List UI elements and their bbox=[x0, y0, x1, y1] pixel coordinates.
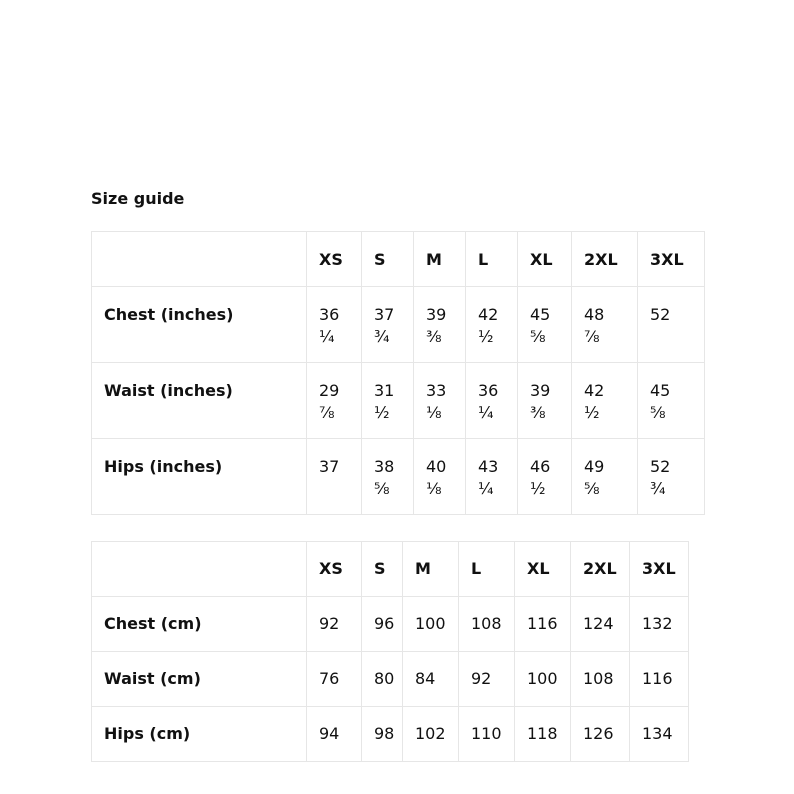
table-cell: 80 bbox=[362, 652, 403, 707]
table-cell bbox=[414, 287, 466, 363]
table-cell: 100 bbox=[403, 597, 459, 652]
value-fraction: ¼ bbox=[478, 403, 494, 422]
table-row-hips-cm bbox=[92, 707, 689, 762]
value-whole: 42 bbox=[478, 305, 499, 324]
table-row-waist-cm bbox=[92, 652, 689, 707]
table-header-row bbox=[92, 542, 689, 597]
table-cell: 134 bbox=[630, 707, 689, 762]
table-cell bbox=[307, 287, 362, 363]
table-cell: 108 bbox=[571, 652, 630, 707]
table-cell bbox=[466, 439, 518, 515]
table-cell: 84 bbox=[403, 652, 459, 707]
value-whole: 40 bbox=[426, 457, 447, 476]
table-row-waist-inches bbox=[92, 363, 705, 439]
table-cell bbox=[307, 363, 362, 439]
table-cell bbox=[638, 287, 705, 363]
header-empty-cell bbox=[92, 542, 307, 597]
value-whole: 38 bbox=[374, 457, 395, 476]
row-label: Chest (cm) bbox=[92, 597, 307, 652]
value-whole: 48 bbox=[584, 305, 605, 324]
table-cell: 92 bbox=[459, 652, 515, 707]
table-cell bbox=[572, 287, 638, 363]
table-cell bbox=[414, 439, 466, 515]
size-header-m: M bbox=[403, 542, 459, 597]
table-cell: 132 bbox=[630, 597, 689, 652]
value-whole: 36 bbox=[319, 305, 340, 324]
row-label: Waist (inches) bbox=[92, 363, 307, 439]
table-cell: 116 bbox=[515, 597, 571, 652]
table-cell bbox=[414, 363, 466, 439]
table-cell: 100 bbox=[515, 652, 571, 707]
size-table-cm bbox=[91, 541, 689, 762]
size-header-xs: XS bbox=[307, 232, 362, 287]
table-header-row bbox=[92, 232, 705, 287]
table-cell: 126 bbox=[571, 707, 630, 762]
size-header-xl: XL bbox=[515, 542, 571, 597]
value-whole: 33 bbox=[426, 381, 447, 400]
row-label: Hips (cm) bbox=[92, 707, 307, 762]
value-whole: 39 bbox=[530, 381, 551, 400]
table-cell bbox=[307, 439, 362, 515]
size-table-inches bbox=[91, 231, 705, 515]
table-cell: 98 bbox=[362, 707, 403, 762]
table-cell bbox=[466, 287, 518, 363]
value-fraction: ½ bbox=[478, 327, 494, 346]
size-header-xs: XS bbox=[307, 542, 362, 597]
page-title: Size guide bbox=[91, 189, 185, 208]
size-header-s: S bbox=[362, 542, 403, 597]
value-fraction: ⅝ bbox=[530, 327, 546, 346]
size-header-l: L bbox=[466, 232, 518, 287]
size-header-2xl: 2XL bbox=[572, 232, 638, 287]
value-whole: 29 bbox=[319, 381, 340, 400]
value-fraction: ¾ bbox=[650, 479, 666, 498]
value-whole: 52 bbox=[650, 457, 671, 476]
value-fraction: ⅛ bbox=[426, 479, 442, 498]
table-cell bbox=[572, 439, 638, 515]
table-cell bbox=[518, 439, 572, 515]
value-whole: 52 bbox=[650, 305, 671, 324]
value-whole: 42 bbox=[584, 381, 605, 400]
size-header-2xl: 2XL bbox=[571, 542, 630, 597]
table-cell bbox=[518, 287, 572, 363]
table-cell: 118 bbox=[515, 707, 571, 762]
value-whole: 45 bbox=[530, 305, 551, 324]
table-row-hips-inches bbox=[92, 439, 705, 515]
value-whole: 43 bbox=[478, 457, 499, 476]
value-fraction: ¾ bbox=[374, 327, 390, 346]
value-fraction: ¼ bbox=[319, 327, 335, 346]
value-whole: 46 bbox=[530, 457, 551, 476]
table-cell bbox=[362, 439, 414, 515]
value-fraction: ⅝ bbox=[584, 479, 600, 498]
table-cell: 94 bbox=[307, 707, 362, 762]
table-cell: 92 bbox=[307, 597, 362, 652]
table-cell bbox=[362, 363, 414, 439]
table-cell: 96 bbox=[362, 597, 403, 652]
value-whole: 49 bbox=[584, 457, 605, 476]
table-cell: 108 bbox=[459, 597, 515, 652]
row-label: Chest (inches) bbox=[92, 287, 307, 363]
table-cell: 116 bbox=[630, 652, 689, 707]
table-cell bbox=[518, 363, 572, 439]
value-whole: 39 bbox=[426, 305, 447, 324]
size-header-s: S bbox=[362, 232, 414, 287]
value-fraction: ⅝ bbox=[650, 403, 666, 422]
value-fraction: ½ bbox=[584, 403, 600, 422]
value-fraction: ¼ bbox=[478, 479, 494, 498]
value-whole: 37 bbox=[374, 305, 395, 324]
value-fraction: ½ bbox=[530, 479, 546, 498]
value-fraction: ⅜ bbox=[530, 403, 546, 422]
table-cell: 76 bbox=[307, 652, 362, 707]
table-cell: 102 bbox=[403, 707, 459, 762]
size-header-xl: XL bbox=[518, 232, 572, 287]
value-whole: 31 bbox=[374, 381, 395, 400]
table-cell bbox=[572, 363, 638, 439]
table-cell bbox=[466, 363, 518, 439]
table-cell: 124 bbox=[571, 597, 630, 652]
table-cell: 110 bbox=[459, 707, 515, 762]
value-fraction: ½ bbox=[374, 403, 390, 422]
value-whole: 36 bbox=[478, 381, 499, 400]
size-header-m: M bbox=[414, 232, 466, 287]
value-whole: 45 bbox=[650, 381, 671, 400]
table-row-chest-cm bbox=[92, 597, 689, 652]
size-header-3xl: 3XL bbox=[638, 232, 705, 287]
table-cell bbox=[638, 439, 705, 515]
size-header-l: L bbox=[459, 542, 515, 597]
header-empty-cell bbox=[92, 232, 307, 287]
table-cell bbox=[362, 287, 414, 363]
value-fraction: ⅞ bbox=[319, 403, 335, 422]
row-label: Waist (cm) bbox=[92, 652, 307, 707]
row-label: Hips (inches) bbox=[92, 439, 307, 515]
value-fraction: ⅝ bbox=[374, 479, 390, 498]
value-fraction: ⅜ bbox=[426, 327, 442, 346]
table-cell bbox=[638, 363, 705, 439]
table-row-chest-inches bbox=[92, 287, 705, 363]
size-header-3xl: 3XL bbox=[630, 542, 689, 597]
value-fraction: ⅞ bbox=[584, 327, 600, 346]
value-whole: 37 bbox=[319, 457, 340, 476]
value-fraction: ⅛ bbox=[426, 403, 442, 422]
